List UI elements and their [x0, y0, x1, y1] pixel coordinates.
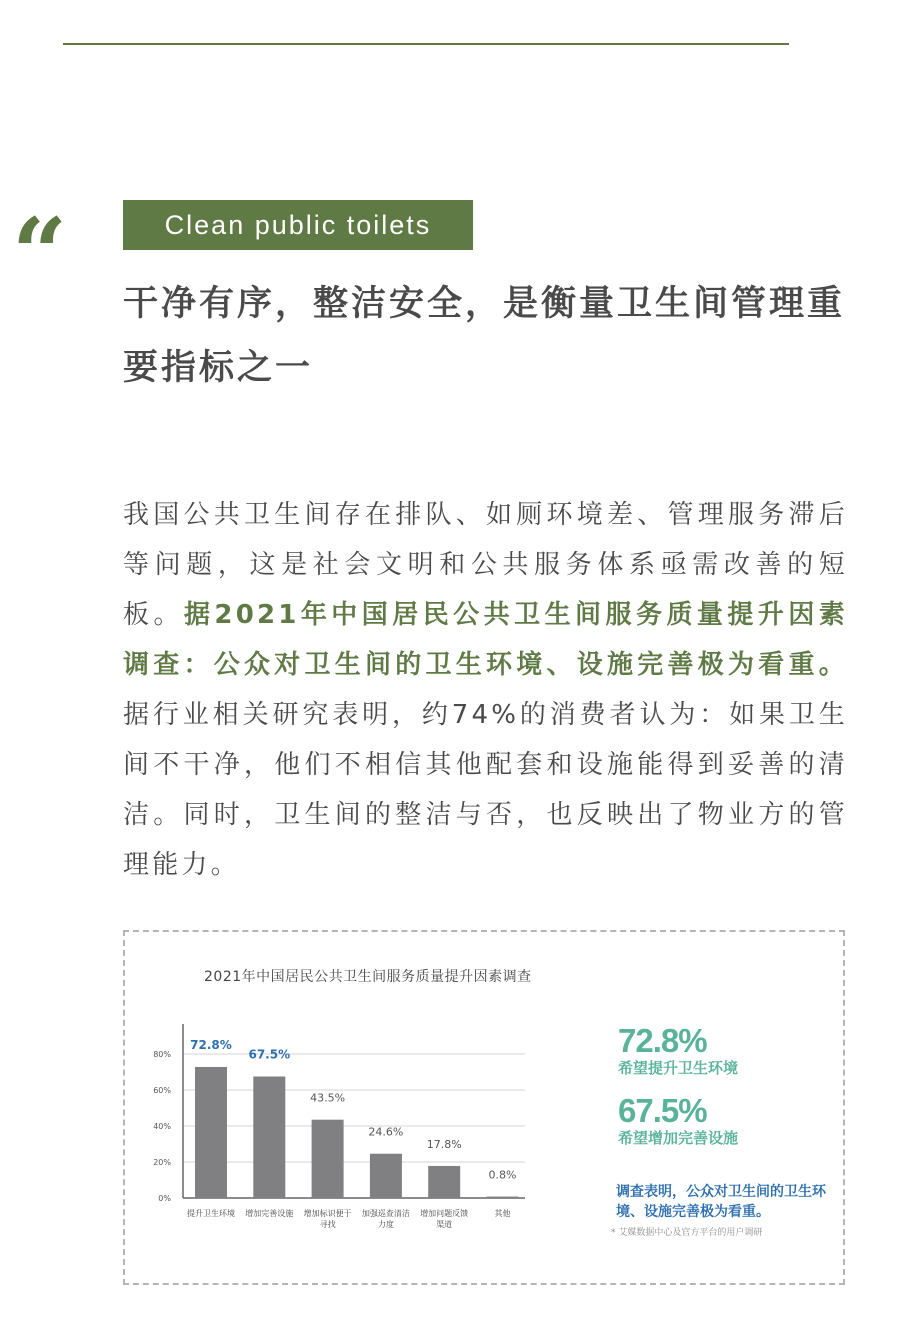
category-label: 增加问题反馈 — [420, 1209, 469, 1218]
y-tick-label: 20% — [153, 1158, 171, 1167]
y-tick-label: 0% — [158, 1194, 171, 1203]
bar-value-label: 0.8% — [488, 1168, 517, 1182]
stat-environment — [618, 1024, 738, 1078]
bar-value-label: 43.5% — [310, 1091, 346, 1105]
category-label: 力度 — [377, 1220, 394, 1229]
bar-value-label: 67.5% — [248, 1047, 291, 1062]
chart-title: 2021年中国居民公共卫生间服务质量提升因素调查 — [204, 969, 532, 985]
bar — [195, 1067, 227, 1198]
category-label: 增加完善设施 — [245, 1209, 294, 1218]
bar — [487, 1197, 519, 1198]
body-highlight: 据2021年中国居民公共卫生间服务质量提升因素调查：公众对卫生间的卫生环境、设施完善极为看重。 — [123, 600, 848, 680]
bar — [312, 1120, 344, 1198]
stat-facilities — [618, 1094, 738, 1148]
bar-chart — [125, 932, 595, 1252]
body-text-part2: 据行业相关研究表明，约74%的消费者认为：如果卫生间不干净，他们不相信其他配套和设施能得到妥善的清洁。同时，卫生间的整洁与否，也反映出了物业方的管理能力。 — [123, 700, 848, 880]
category-label: 渠道 — [436, 1220, 453, 1229]
stat-facilities-label: 希望增加完善设施 — [618, 1129, 739, 1147]
category-label: 寻找 — [319, 1220, 336, 1229]
bar — [428, 1166, 460, 1198]
bar-value-label: 17.8% — [426, 1137, 462, 1151]
category-label: 其他 — [494, 1209, 511, 1218]
survey-conclusion: 调查表明，公众对卫生间的卫生环境、设施完善极为看重。 — [616, 1184, 826, 1220]
stat-environment-label: 希望提升卫生环境 — [618, 1059, 739, 1077]
y-tick-label: 60% — [153, 1086, 171, 1095]
body-text-part1: 我国公共卫生间存在排队、如厕环境差、管理服务滞后等问题，这是社会文明和公共服务体系亟需改善的短板。 — [123, 500, 848, 630]
y-tick-label: 40% — [153, 1122, 171, 1131]
stat-environment-value: 72.8% — [618, 1022, 707, 1059]
headline: 干净有序，整洁安全，是衡量卫生间管理重要指标之一 — [123, 284, 846, 388]
data-source-note: * 艾媒数据中心及官方平台的用户调研 — [611, 1228, 763, 1238]
category-label: 加强巡查清洁 — [361, 1209, 410, 1218]
category-label: 增加标识便于 — [303, 1209, 352, 1218]
top-divider-line — [63, 43, 789, 45]
category-label: 提升卫生环境 — [187, 1209, 235, 1218]
bar-value-label: 72.8% — [190, 1037, 232, 1052]
body-paragraph — [123, 490, 848, 890]
bar — [370, 1154, 402, 1198]
y-tick-label: 80% — [153, 1050, 171, 1059]
bar — [253, 1077, 285, 1199]
section-tag: Clean public toilets — [123, 200, 473, 250]
chart-card — [123, 930, 845, 1285]
quote-mark-icon: “ — [12, 197, 68, 310]
bar-value-label: 24.6% — [368, 1125, 404, 1139]
stat-facilities-value: 67.5% — [618, 1092, 707, 1129]
